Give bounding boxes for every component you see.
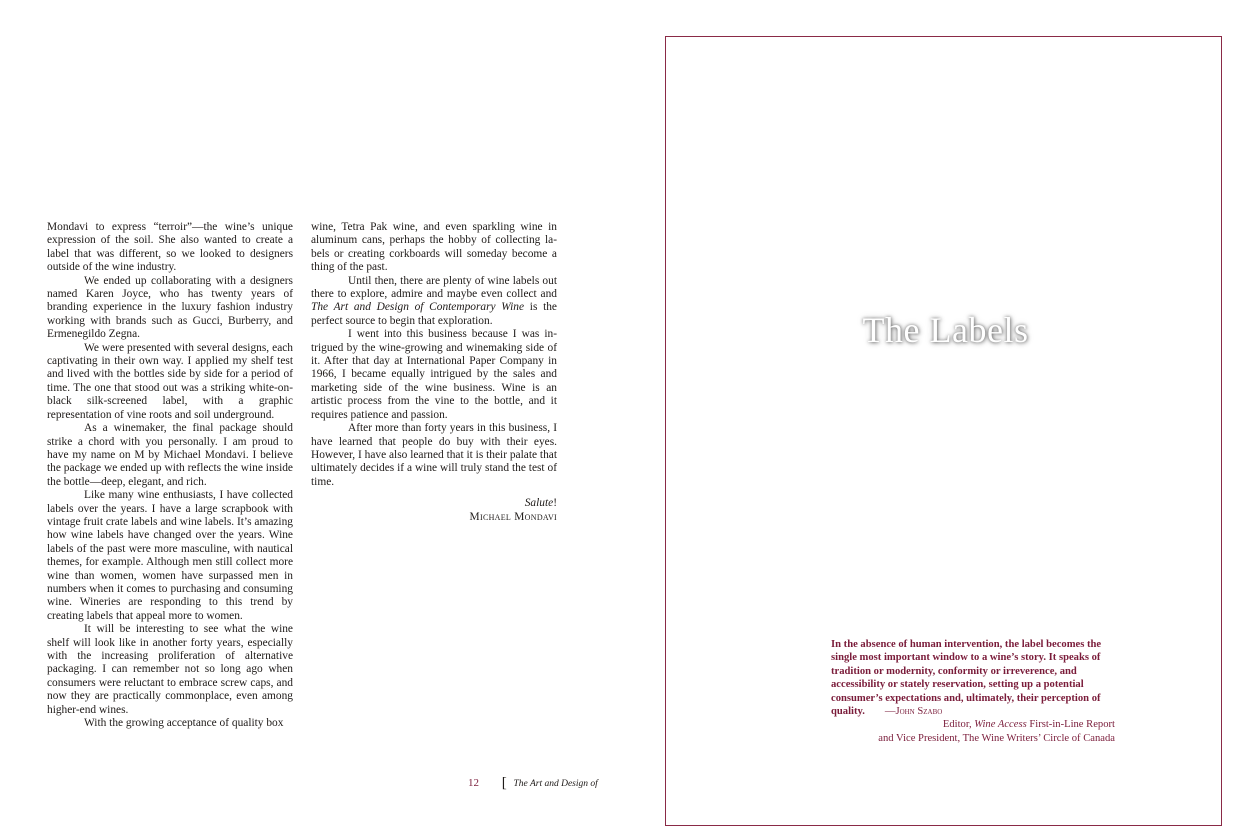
salute-line [311, 497, 557, 510]
salute-punctuation: ! [553, 497, 557, 510]
attribution-prefix: Editor, [942, 719, 975, 731]
epigraph [831, 638, 1115, 745]
running-book-title: The Art and Design of [513, 779, 598, 789]
body-paragraph: We were presented with several designs, each captivating in their own way. I applied my shelf test and lived with the bottles side by side for a period of time. The one that stood out was a striking white-on-black silk-screened label, with a graphic representation of vine roots and soil underground. [47, 341, 293, 421]
chapter-opener-page [665, 36, 1222, 826]
page-footer [468, 775, 598, 792]
page-number: 12 [468, 777, 479, 789]
body-paragraph: Like many wine enthusiasts, I have collected labels over the years. I have a large scrapbook with vintage fruit crate labels and wine labels. It’s amazing how wine labels have changed over the years. Wine labels of the past were more masculine, with nautical themes, for example. Although men still collect more wine than women, women have surpassed men in numbers when it comes to purchasing and consuming wine. Wineries are responding to this trend by creating labels that appeal more to women. [47, 489, 293, 622]
chapter-title: The Labels [862, 310, 1029, 350]
body-paragraph: As a winemaker, the final package should strike a chord with you personally. I am proud to have my name on M by Michael Mondavi. I believe the package we ended up with reflects the wine inside the bottle—deep, elegant, and rich. [47, 422, 293, 488]
attribution-line-1 [831, 718, 1115, 731]
signature: Michael Mondavi [469, 510, 557, 523]
body-paragraph: It will be interesting to see what the wine shelf will look like in another forty years, especially with the increasing proliferation of alternative packaging. I can remember not so long ago when consumers were reluctant to embrace screw caps, and now they are practically commonplace, even among higher-end wines. [47, 623, 293, 716]
book-title-reference: The Art and Design of Contemporary Wine [311, 301, 525, 314]
body-paragraph: After more than forty years in this business, I have learned that people do buy with their eyes. However, I have also learned that it is their palate that ultimately decides if a wine will truly stand the test of time. [311, 422, 557, 488]
body-paragraph: Mondavi to express “terroir”—the wine’s unique expression of the soil. She also wanted to create a label that was different, so we looked to designers outside of the wine industry. [47, 221, 293, 274]
paragraph-text: is the perfect source to begin that exploration. [311, 301, 557, 327]
body-paragraph: With the growing acceptance of quality box [84, 717, 284, 730]
quote-attribution [831, 718, 1115, 745]
salute: Salute [524, 497, 554, 510]
closing [311, 497, 557, 524]
paragraph-text: Until then, there are plenty of wine labels out there to explore, admire and maybe even collect and [311, 274, 557, 301]
body-paragraph: I went into this business because I was intrigued by the wine-growing and winemaking side of it. After that day at International Paper Company in 1966, I became equally intrigued by the sales and marketing side of the wine business. Wine is an artistic process from the vine to the bottle, and it requires patience and passion. [311, 328, 557, 421]
attribution-suffix: First-in-Line Report [1026, 719, 1115, 731]
quote-text: In the absence of human intervention, the label becomes the single most important window to a wine’s story. It speaks of tradition or modernity, conformity or irreverence, and accessibility or stately reservation, setting up a potential consumer’s expectations and, ultimately, their perception of quality. [831, 639, 1102, 718]
left-text-column [47, 221, 293, 730]
middle-text-column [311, 221, 557, 524]
body-paragraph: wine, Tetra Pak wine, and even sparkling wine in aluminum cans, perhaps the hobby of collecting labels or creating corkboards will someday become a thing of the past. [311, 221, 557, 274]
quote-author: —John Szabo [884, 706, 943, 718]
epigraph-quote [831, 638, 1115, 718]
attribution-line-2: and Vice President, The Wine Writers’ Circle of Canada [878, 732, 1115, 744]
body-paragraph [311, 275, 557, 329]
publication-name: Wine Access [974, 719, 1027, 731]
footer-bracket: [ [501, 775, 507, 791]
body-paragraph: We ended up collaborating with a designers named Karen Joyce, who has twenty years of branding experience in the luxury fashion industry working with brands such as Gucci, Burberry, and Ermenegildo Zegna. [47, 274, 293, 341]
